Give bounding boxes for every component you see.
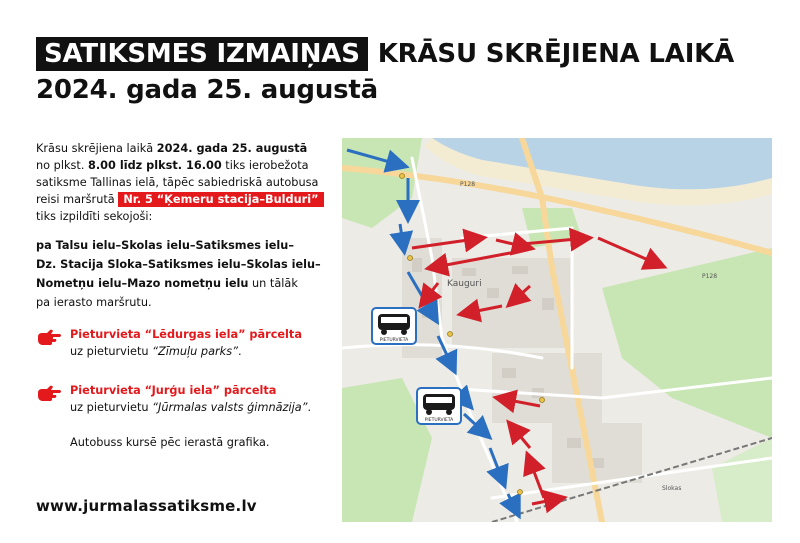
- title-date: 2024. gada 25. augustā: [36, 75, 378, 105]
- intro-paragraph: Krāsu skrējiena laikā 2024. gada 25. augustā no plkst. 8.00 līdz plkst. 16.00 tiks ierobežota satiksme Tallinas ielā, tāpēc sabiedriskā autobusa reisi maršrutā Nr. 5 “Ķemeru stacija–Bulduri” tiks izpildīti sekojoši:: [36, 140, 326, 225]
- svg-text:PIETURVIETA: PIETURVIETA: [379, 338, 409, 343]
- title-highlight: SATIKSMES IZMAIŅAS: [36, 37, 368, 71]
- page-title: [36, 37, 734, 71]
- street-label: P128: [460, 181, 476, 188]
- route-map: [342, 138, 772, 522]
- map-svg: [342, 138, 772, 522]
- schedule-note: Autobuss kursē pēc ierastā grafika.: [70, 436, 270, 449]
- street-label: P128: [702, 273, 718, 280]
- svg-text:PIETURVIETA: PIETURVIETA: [424, 418, 454, 423]
- pointing-hand-icon: [36, 328, 62, 346]
- street-label: Slokas: [662, 485, 682, 492]
- route-description: pa Talsu ielu–Skolas ielu–Satiksmes ielu– Dz. Stacija Sloka–Satiksmes ielu–Skolas ielu– Nometņu ielu–Mazo nometņu ielu un tālāk pa ierasto maršrutu.: [36, 239, 321, 309]
- website-link[interactable]: www.jurmalassatiksme.lv: [36, 497, 257, 515]
- bus-stop-icon: [372, 308, 416, 344]
- title-rest: KRĀSU SKRĒJIENA LAIKĀ: [377, 39, 735, 69]
- bus-stop-icon: [417, 388, 461, 424]
- pointing-hand-icon: [36, 384, 62, 402]
- route-tag: Nr. 5 “Ķemeru stacija–Bulduri”: [118, 192, 323, 207]
- place-label: Kauguri: [447, 279, 482, 289]
